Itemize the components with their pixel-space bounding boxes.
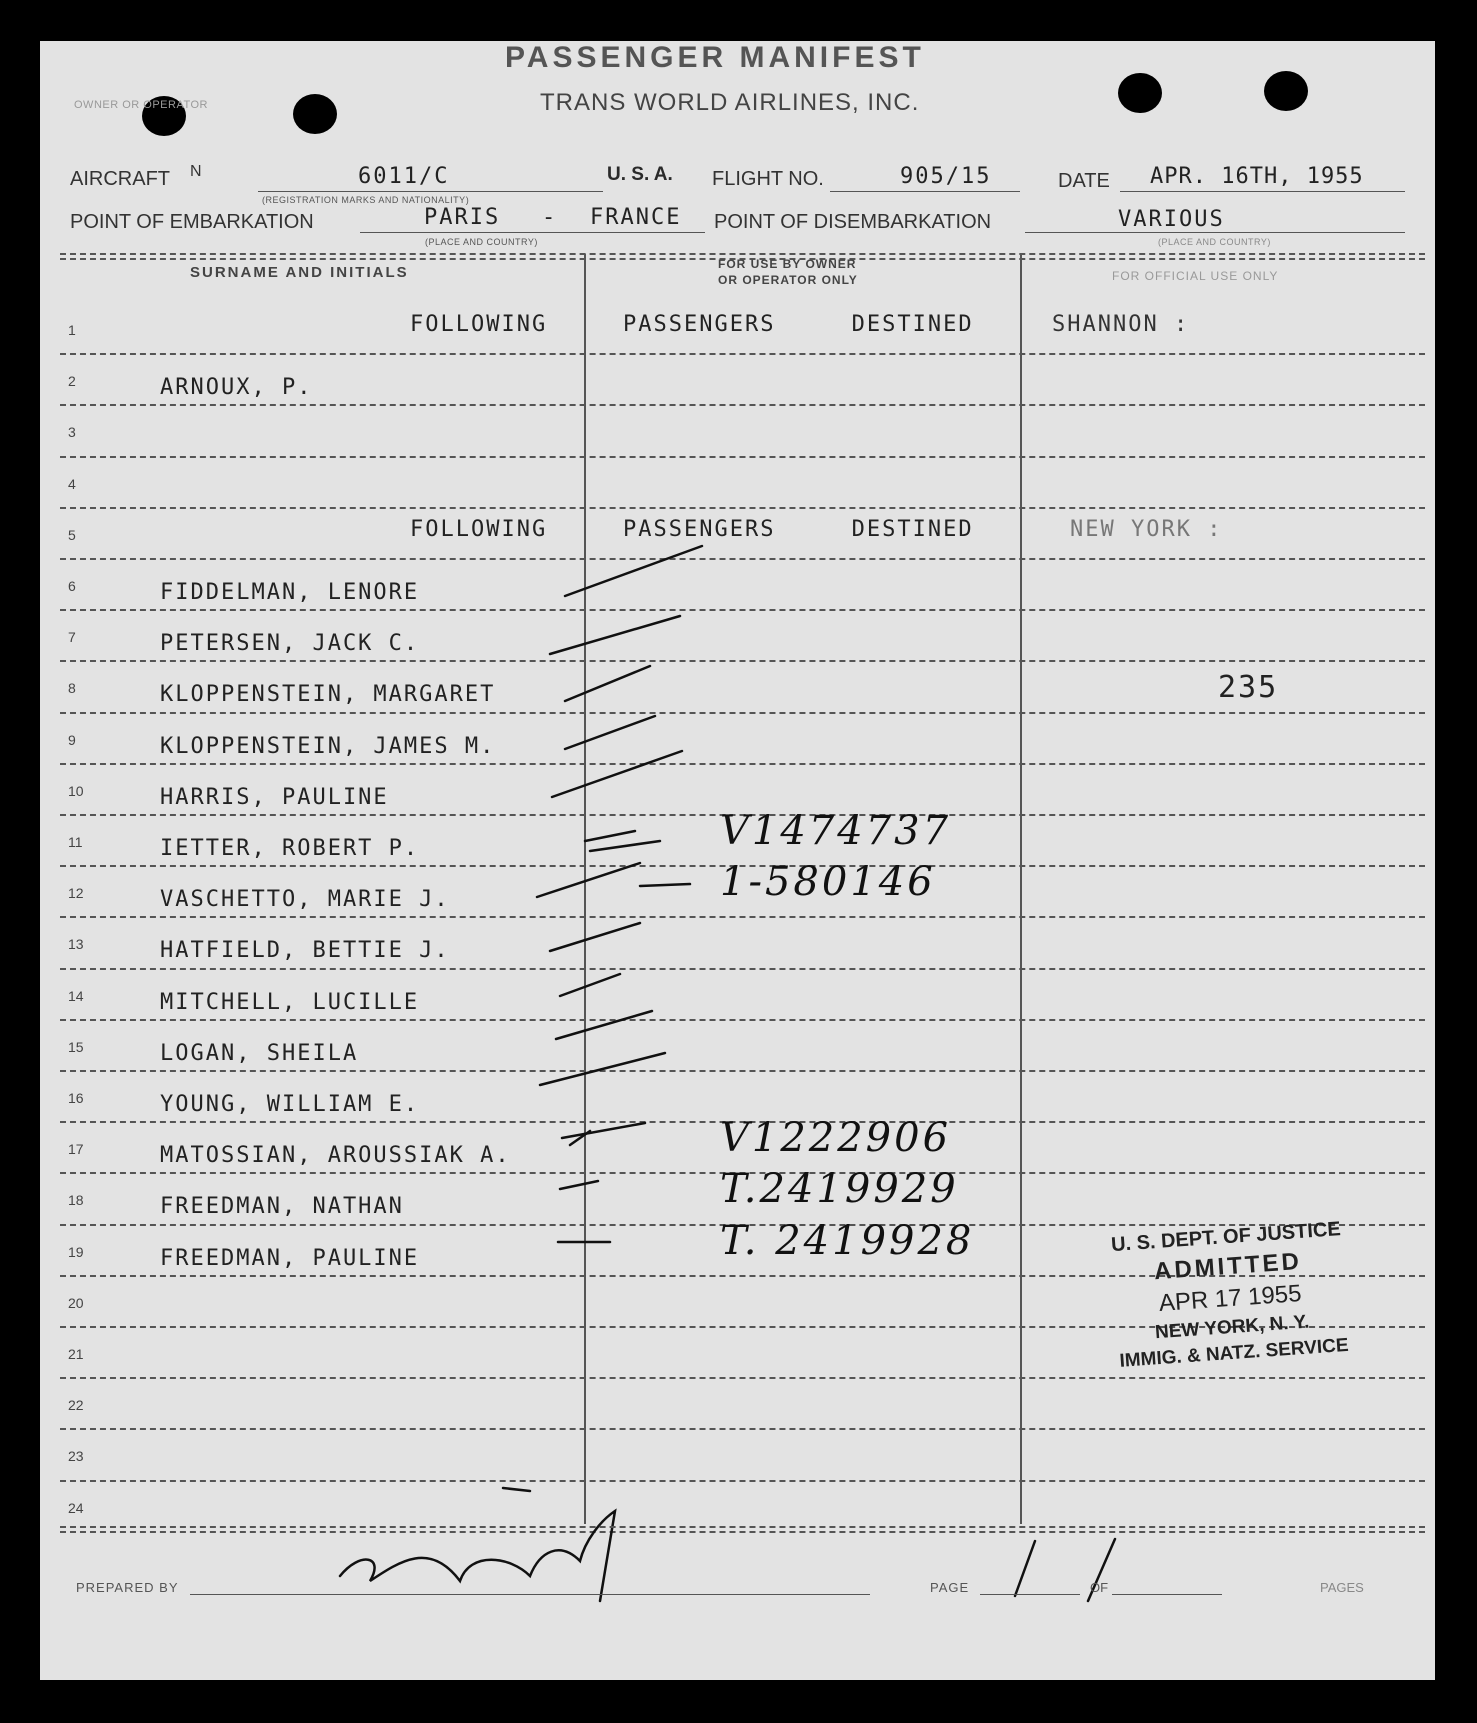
disembarkation-value: VARIOUS bbox=[1118, 207, 1225, 232]
row-number: 24 bbox=[68, 1499, 84, 1516]
passenger-name: LOGAN, SHEILA bbox=[160, 1040, 359, 1066]
aircraft-prefix: N bbox=[190, 163, 202, 180]
page-total bbox=[1150, 1546, 1154, 1547]
place-country-note: (PLACE AND COUNTRY) bbox=[425, 237, 538, 247]
stamp-date: APR 17 1955 bbox=[1158, 1280, 1303, 1317]
embarkation-country: FRANCE bbox=[590, 205, 682, 230]
stamp-location: NEW YORK, N. Y. bbox=[1154, 1311, 1311, 1344]
passenger-name: IETTER, ROBERT P. bbox=[160, 836, 420, 861]
owner-use-header-line2: OR OPERATOR ONLY bbox=[718, 273, 858, 287]
row-number: 23 bbox=[68, 1448, 84, 1465]
row-number: 6 bbox=[68, 578, 76, 594]
passenger-name: FREEDMAN, PAULINE bbox=[160, 1245, 420, 1271]
pages-label: PAGES bbox=[1320, 1580, 1364, 1595]
row-number: 21 bbox=[68, 1346, 84, 1362]
row-number: 16 bbox=[68, 1090, 84, 1106]
row-number: 11 bbox=[68, 834, 83, 850]
row-number: 2 bbox=[68, 373, 76, 390]
destination-heading: FOLLOWING bbox=[410, 312, 548, 337]
official-use-cell: 235 bbox=[1218, 670, 1279, 706]
disembark-place-note: (PLACE AND COUNTRY) bbox=[1158, 237, 1271, 247]
passenger-name: FIDDELMAN, LENORE bbox=[160, 580, 420, 605]
disembarkation-label: POINT OF DISEMBARKATION bbox=[714, 211, 992, 233]
row-number: 9 bbox=[68, 731, 76, 748]
registration-note: (REGISTRATION MARKS AND NATIONALITY) bbox=[262, 195, 470, 205]
owner-use-header-line1: FOR USE BY OWNER bbox=[718, 257, 857, 271]
embarkation-label: POINT OF EMBARKATION bbox=[70, 211, 314, 233]
handwritten-number: V1222906 bbox=[720, 1115, 952, 1162]
passenger-name: FREEDMAN, NATHAN bbox=[160, 1194, 404, 1220]
row-number: 17 bbox=[68, 1141, 84, 1158]
official-use-cell: SHANNON : bbox=[1052, 312, 1190, 337]
flight-no-label: FLIGHT NO. bbox=[712, 168, 824, 190]
row-number: 19 bbox=[68, 1243, 84, 1260]
manifest-page bbox=[40, 41, 1435, 1680]
passenger-name: KLOPPENSTEIN, JAMES M. bbox=[160, 733, 496, 759]
stamp-service: IMMIG. & NATZ. SERVICE bbox=[1118, 1334, 1350, 1372]
owner-use-cell: PASSENGERS DESTINED bbox=[623, 312, 974, 337]
passenger-name: MATOSSIAN, AROUSSIAK A. bbox=[160, 1143, 511, 1169]
prepared-by-label: PREPARED BY bbox=[76, 1580, 179, 1595]
destination-heading: FOLLOWING bbox=[410, 516, 548, 542]
of-label: OF bbox=[1090, 1580, 1109, 1595]
row-number: 4 bbox=[68, 475, 76, 492]
nationality: U. S. A. bbox=[607, 164, 673, 185]
row-number: 13 bbox=[68, 936, 84, 953]
handwritten-number: 1-580146 bbox=[720, 859, 936, 906]
admitted-stamp bbox=[1095, 1217, 1364, 1374]
page-label: PAGE bbox=[930, 1580, 970, 1595]
official-use-cell: NEW YORK : bbox=[1070, 516, 1223, 542]
stamp-dept: U. S. DEPT. OF JUSTICE bbox=[1110, 1218, 1342, 1257]
passenger-name: MITCHELL, LUCILLE bbox=[160, 989, 420, 1015]
manifest-title: PASSENGER MANIFEST bbox=[505, 41, 925, 74]
passenger-name: VASCHETTO, MARIE J. bbox=[160, 887, 450, 913]
check-marks bbox=[40, 41, 1435, 1680]
row-number: 5 bbox=[68, 526, 76, 543]
embarkation-dash: - bbox=[542, 205, 558, 230]
row-number: 20 bbox=[68, 1294, 84, 1311]
passenger-name: KLOPPENSTEIN, MARGARET bbox=[160, 682, 496, 708]
handwritten-number: T. 2419928 bbox=[720, 1217, 975, 1264]
row-number: 15 bbox=[68, 1038, 84, 1055]
row-number: 7 bbox=[68, 629, 76, 646]
aircraft-label: AIRCRAFT bbox=[70, 168, 170, 190]
passenger-name: YOUNG, WILLIAM E. bbox=[160, 1092, 420, 1117]
row-number: 10 bbox=[68, 782, 84, 799]
owner-operator-label: OWNER OR OPERATOR bbox=[74, 99, 208, 111]
passenger-name: HATFIELD, BETTIE J. bbox=[160, 938, 450, 964]
aircraft-value: 6011/C bbox=[358, 164, 450, 189]
official-use-header: FOR OFFICIAL USE ONLY bbox=[1112, 269, 1279, 283]
row-number: 3 bbox=[68, 424, 76, 441]
handwritten-number: T.2419929 bbox=[720, 1166, 959, 1213]
passenger-name: ARNOUX, P. bbox=[160, 375, 313, 401]
date-label: DATE bbox=[1058, 170, 1110, 192]
row-number: 1 bbox=[68, 322, 76, 338]
handwritten-number: V1474737 bbox=[720, 808, 952, 854]
page-number bbox=[1060, 1546, 1064, 1547]
flight-no-value: 905/15 bbox=[900, 164, 992, 189]
company-name: TRANS WORLD AIRLINES, INC. bbox=[540, 89, 920, 116]
row-number: 14 bbox=[68, 987, 84, 1004]
date-value: APR. 16TH, 1955 bbox=[1150, 164, 1364, 189]
row-number: 12 bbox=[68, 885, 84, 902]
row-number: 18 bbox=[68, 1192, 84, 1209]
stamp-admitted: ADMITTED bbox=[1153, 1247, 1303, 1286]
surname-column-header: SURNAME AND INITIALS bbox=[190, 264, 409, 281]
passenger-name: PETERSEN, JACK C. bbox=[160, 631, 420, 657]
owner-use-cell: PASSENGERS DESTINED bbox=[623, 516, 974, 542]
passenger-name: HARRIS, PAULINE bbox=[160, 784, 389, 810]
row-number: 22 bbox=[68, 1397, 84, 1414]
embarkation-place: PARIS bbox=[424, 205, 501, 230]
row-number: 8 bbox=[68, 680, 76, 697]
